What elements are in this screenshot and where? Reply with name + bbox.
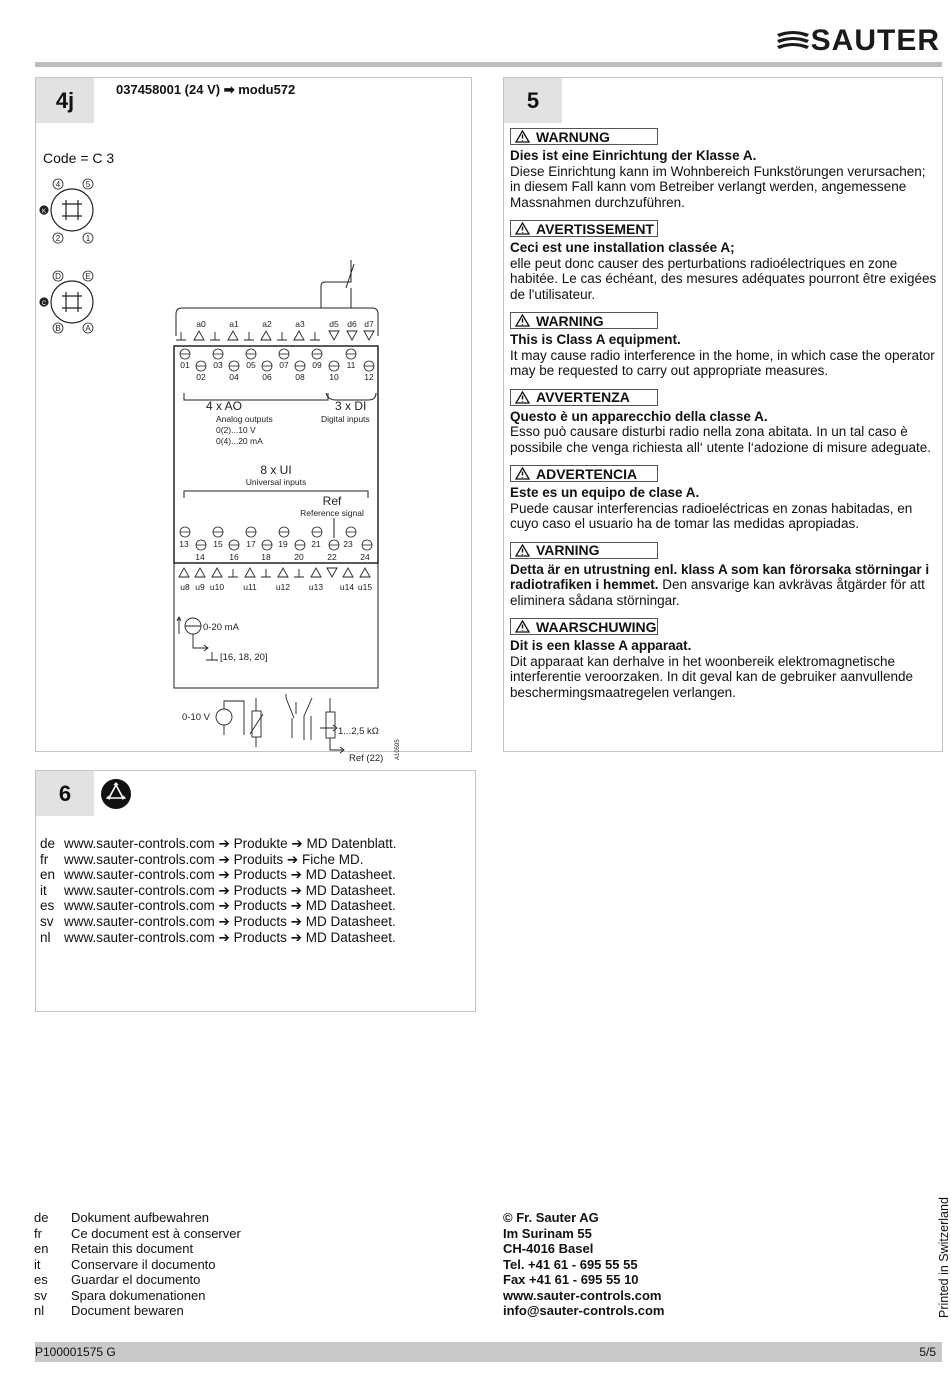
terminal-number: 06 [262, 372, 272, 382]
warning-text: Puede causar interferencias radioeléctricas en zonas habitadas, en cuyo caso el usuario ha de tomar las medidas apropiadas. [510, 500, 913, 531]
printed-in-label: Printed in Switzerland [937, 1197, 951, 1318]
ui-title: 8 x UI [260, 463, 292, 477]
section-number: 5 [504, 78, 562, 123]
terminal-label: u10 [209, 582, 225, 592]
warning-label-box [510, 312, 658, 329]
lang-code: nl [34, 1303, 45, 1318]
section-number: 4j [36, 78, 94, 123]
terminal-number: 23 [343, 539, 353, 549]
terminal-number: 02 [196, 372, 206, 382]
datasheet-link[interactable]: www.sauter-controls.com ➔ Products ➔ MD Datasheet. [64, 882, 396, 898]
warnings-list [510, 128, 938, 710]
datasheet-link[interactable]: www.sauter-controls.com ➔ Products ➔ MD Datasheet. [64, 913, 396, 929]
warning-heading: Dit is een klasse A apparaat. [510, 638, 692, 653]
link-row [40, 867, 397, 883]
terminal-label: u15 [357, 582, 373, 592]
warning-body [510, 485, 938, 532]
street: Im Surinam 55 [503, 1225, 592, 1241]
di-title: 3 x DI [335, 399, 367, 413]
retain-document-list [34, 1210, 241, 1319]
terminal-label: d5 [329, 319, 339, 329]
connector-pin-label: A [85, 324, 91, 333]
sauter-swoosh-icon [775, 28, 811, 54]
warning-label: AVERTISSEMENT [536, 220, 654, 237]
warning-triangle-icon [515, 467, 530, 480]
terminal-number: 21 [311, 539, 321, 549]
link-row [40, 914, 397, 930]
voltage-label: 0-10 V [182, 712, 210, 723]
header-divider [35, 62, 942, 67]
lang-code: nl [40, 929, 51, 945]
ao-voltage: 0(2)...10 V [216, 425, 256, 435]
connector-pin-label: E [85, 272, 91, 281]
retain-text: Conservare il documento [71, 1256, 216, 1272]
terminal-number: 13 [179, 539, 189, 549]
datasheet-link[interactable]: www.sauter-controls.com ➔ Products ➔ MD Datasheet. [64, 898, 396, 914]
footer-bar [35, 1342, 942, 1362]
terminal-number: 09 [312, 360, 322, 370]
datasheet-links [40, 836, 397, 945]
lang-code: de [34, 1210, 49, 1225]
terminal-number: 10 [329, 372, 339, 382]
warning-label: AVVERTENZA [536, 389, 630, 405]
retain-text: Ce document est à conserver [71, 1225, 241, 1241]
warning-heading: Questo è un apparecchio della classe A. [510, 408, 768, 424]
warning-label-box [510, 128, 658, 145]
lang-code: en [40, 867, 56, 883]
sauter-logo [775, 24, 940, 58]
panel-4j [35, 77, 472, 764]
di-subtitle: Digital inputs [321, 414, 370, 424]
document-number: P100001575 G [35, 1345, 116, 1359]
lang-code: en [34, 1241, 49, 1256]
terminal-label: a3 [295, 319, 305, 329]
warning-text: Dit apparaat kan derhalve in het woonbereik elektromagnetische interferentie veroorzaken. In dit geval kan de gebruiker aanvullende beschermingsmaatregelen verlangen. [510, 653, 914, 700]
terminal-number: 08 [295, 372, 305, 382]
ref-label: Ref (22) [349, 753, 384, 764]
brand-name: SAUTER [810, 24, 940, 57]
terminal-number: 22 [327, 552, 337, 562]
link-row [40, 930, 397, 946]
warning-triangle-icon [515, 620, 530, 633]
lang-code: sv [40, 913, 54, 929]
terminal-number: 14 [195, 552, 205, 562]
top-terminal-symbols [176, 331, 374, 340]
recycling-icon [101, 779, 131, 809]
warning-body [510, 562, 938, 609]
terminal-label: d7 [364, 319, 374, 329]
city: CH-4016 Basel [503, 1241, 594, 1256]
email-link[interactable]: info@sauter-controls.com [503, 1303, 665, 1318]
ground-label: [16, 18, 20] [220, 652, 268, 663]
datasheet-link[interactable]: www.sauter-controls.com ➔ Produkte ➔ MD Datenblatt. [64, 836, 397, 851]
retain-text: Guardar el documento [71, 1272, 201, 1287]
warning-label: WARNUNG [536, 128, 610, 145]
retain-text: Retain this document [71, 1241, 194, 1256]
link-row [40, 898, 397, 914]
warning-body [510, 240, 938, 302]
ui-subtitle: Universal inputs [245, 477, 307, 487]
warning-heading: Este es un equipo de clase A. [510, 485, 700, 500]
warning-section [510, 128, 938, 210]
terminal-label: a2 [262, 319, 272, 329]
connector-pin-label: 1 [85, 234, 91, 243]
terminal-number: 11 [346, 360, 356, 370]
terminal-label: d6 [347, 319, 357, 329]
terminal-label: u9 [195, 582, 205, 592]
terminal-number: 17 [246, 539, 256, 549]
section-number: 6 [36, 771, 94, 816]
warning-section [510, 220, 938, 302]
warning-section [510, 389, 938, 456]
datasheet-link[interactable]: www.sauter-controls.com ➔ Products ➔ MD Datasheet. [64, 929, 396, 945]
lang-code: it [40, 882, 47, 898]
warning-body [510, 148, 938, 210]
retain-text: Spara dokumenationen [71, 1287, 206, 1303]
resistor-label: 1...2,5 kΩ [338, 726, 379, 737]
terminal-number: 07 [279, 360, 289, 370]
warning-label-box [510, 465, 658, 482]
warning-section [510, 465, 938, 532]
warning-section [510, 618, 938, 700]
warning-triangle-icon [515, 544, 530, 557]
ref-subtitle: Reference signal [300, 508, 364, 518]
company-address [503, 1210, 664, 1319]
terminal-number: 03 [213, 360, 223, 370]
warning-label-box [510, 220, 658, 237]
datasheet-link[interactable]: www.sauter-controls.com ➔ Products ➔ MD Datasheet. [64, 867, 396, 883]
ao-subtitle: Analog outputs [216, 414, 273, 424]
terminal-number: 16 [229, 552, 239, 562]
warning-heading: Detta är en utrustning enl. klass A som kan förorsaka störningar i radiotrafiken i hemmet. [510, 561, 930, 592]
warning-triangle-icon [515, 130, 530, 143]
warning-text: elle peut donc causer des perturbations radioélectriques en zone habitée. Le cas échéant, des mesures adéquates pourront être exigées de l'utilisateur. [510, 255, 937, 302]
warning-heading: Dies ist eine Einrichtung der Klasse A. [510, 148, 757, 163]
link-row [40, 883, 397, 899]
terminal-number: 01 [180, 360, 190, 370]
fax: Fax +41 61 - 695 55 10 [503, 1272, 639, 1287]
warning-section [510, 312, 938, 379]
terminal-number: 24 [360, 552, 370, 562]
warning-label: WAARSCHUWING [536, 618, 657, 635]
warning-label: ADVERTENCIA [536, 465, 638, 482]
terminal-number: 19 [278, 539, 288, 549]
warning-label-box [510, 389, 658, 406]
connector-pin-label: B [55, 324, 61, 333]
warning-text: Diese Einrichtung kann im Wohnbereich Funkstörungen verursachen; in diesem Fall kann vom Betreiber verlangt werden, angemessene Massnahmen durchzuführen. [510, 163, 926, 210]
warning-label: VARNING [536, 542, 600, 558]
warning-label: WARNING [536, 312, 604, 329]
warning-section [510, 542, 938, 609]
warning-body [510, 638, 938, 700]
ao-current: 0(4)...20 mA [216, 436, 263, 446]
terminal-number: 04 [229, 372, 239, 382]
ref-title: Ref [322, 494, 342, 508]
panel-6 [35, 770, 476, 1012]
retain-text: Dokument aufbewahren [71, 1210, 210, 1225]
phone: Tel. +41 61 - 695 55 55 [503, 1256, 638, 1272]
warning-triangle-icon [515, 391, 530, 404]
terminal-label: u8 [180, 582, 190, 592]
lang-code: de [40, 836, 56, 851]
panel-title: 037458001 (24 V) ➡ modu572 [116, 82, 296, 97]
connector-pin-label: 5 [85, 180, 91, 189]
connector-side-label: K [41, 209, 47, 215]
warning-text: Den ansvarige kan avkrävas åtgärder för att eliminera sådana störningar. [510, 577, 925, 608]
bottom-terminal-symbols [179, 568, 370, 577]
panel-5 [503, 77, 943, 752]
link-row [40, 836, 397, 852]
ao-title: 4 x AO [206, 399, 243, 413]
current-label: 0-20 mA [203, 622, 239, 633]
terminal-number: 05 [246, 360, 256, 370]
drawing-code: A10595 [395, 739, 401, 760]
terminal-label: u11 [243, 582, 257, 592]
code-label: Code = C 3 [43, 150, 115, 166]
retain-text: Document bewaren [71, 1303, 184, 1318]
terminal-label: u12 [275, 582, 291, 592]
terminal-number: 20 [294, 552, 304, 562]
copyright: © Fr. Sauter AG [503, 1210, 599, 1225]
warning-body [510, 332, 938, 379]
connector-pin-label: 2 [55, 234, 61, 243]
warning-body [510, 409, 938, 456]
warning-label-box [510, 618, 658, 635]
connector-pin-label: D [55, 272, 61, 281]
terminal-number: 12 [364, 372, 374, 382]
warning-heading: This is Class A equipment. [510, 332, 681, 347]
lang-code: sv [34, 1287, 47, 1303]
lang-code: es [34, 1272, 48, 1287]
terminal-number: 18 [261, 552, 271, 562]
connector-side-label: C [41, 301, 47, 307]
terminal-label: u13 [308, 582, 324, 592]
lang-code: it [34, 1256, 41, 1272]
warning-triangle-icon [515, 222, 530, 235]
connector-pin-label: 4 [55, 180, 61, 189]
lang-code: es [40, 898, 55, 914]
lang-code: fr [40, 851, 49, 867]
terminal-label: a1 [229, 319, 239, 329]
link-row [40, 852, 397, 868]
datasheet-link[interactable]: www.sauter-controls.com ➔ Produits ➔ Fiche MD. [64, 851, 364, 867]
warning-text: Esso può causare disturbi radio nella zona abitata. In un tal caso è possibile che venga richiesta all‘ utente l‘adozione di misure adeguate. [510, 424, 932, 455]
warning-label-box [510, 542, 658, 559]
wiring-diagram [36, 168, 472, 764]
terminal-label: u14 [339, 582, 355, 592]
warning-triangle-icon [515, 314, 530, 327]
connector-top [40, 189, 93, 323]
page-number: 5/5 [919, 1345, 936, 1359]
warning-text: It may cause radio interference in the home, in which case the operator may be requested to carry out appropriate measures. [510, 347, 935, 378]
terminal-number: 15 [213, 539, 223, 549]
warning-heading: Ceci est une installation classée A; [510, 240, 735, 255]
terminal-label: a0 [196, 319, 206, 329]
website-link[interactable]: www.sauter-controls.com [503, 1287, 662, 1303]
lang-code: fr [34, 1225, 42, 1241]
